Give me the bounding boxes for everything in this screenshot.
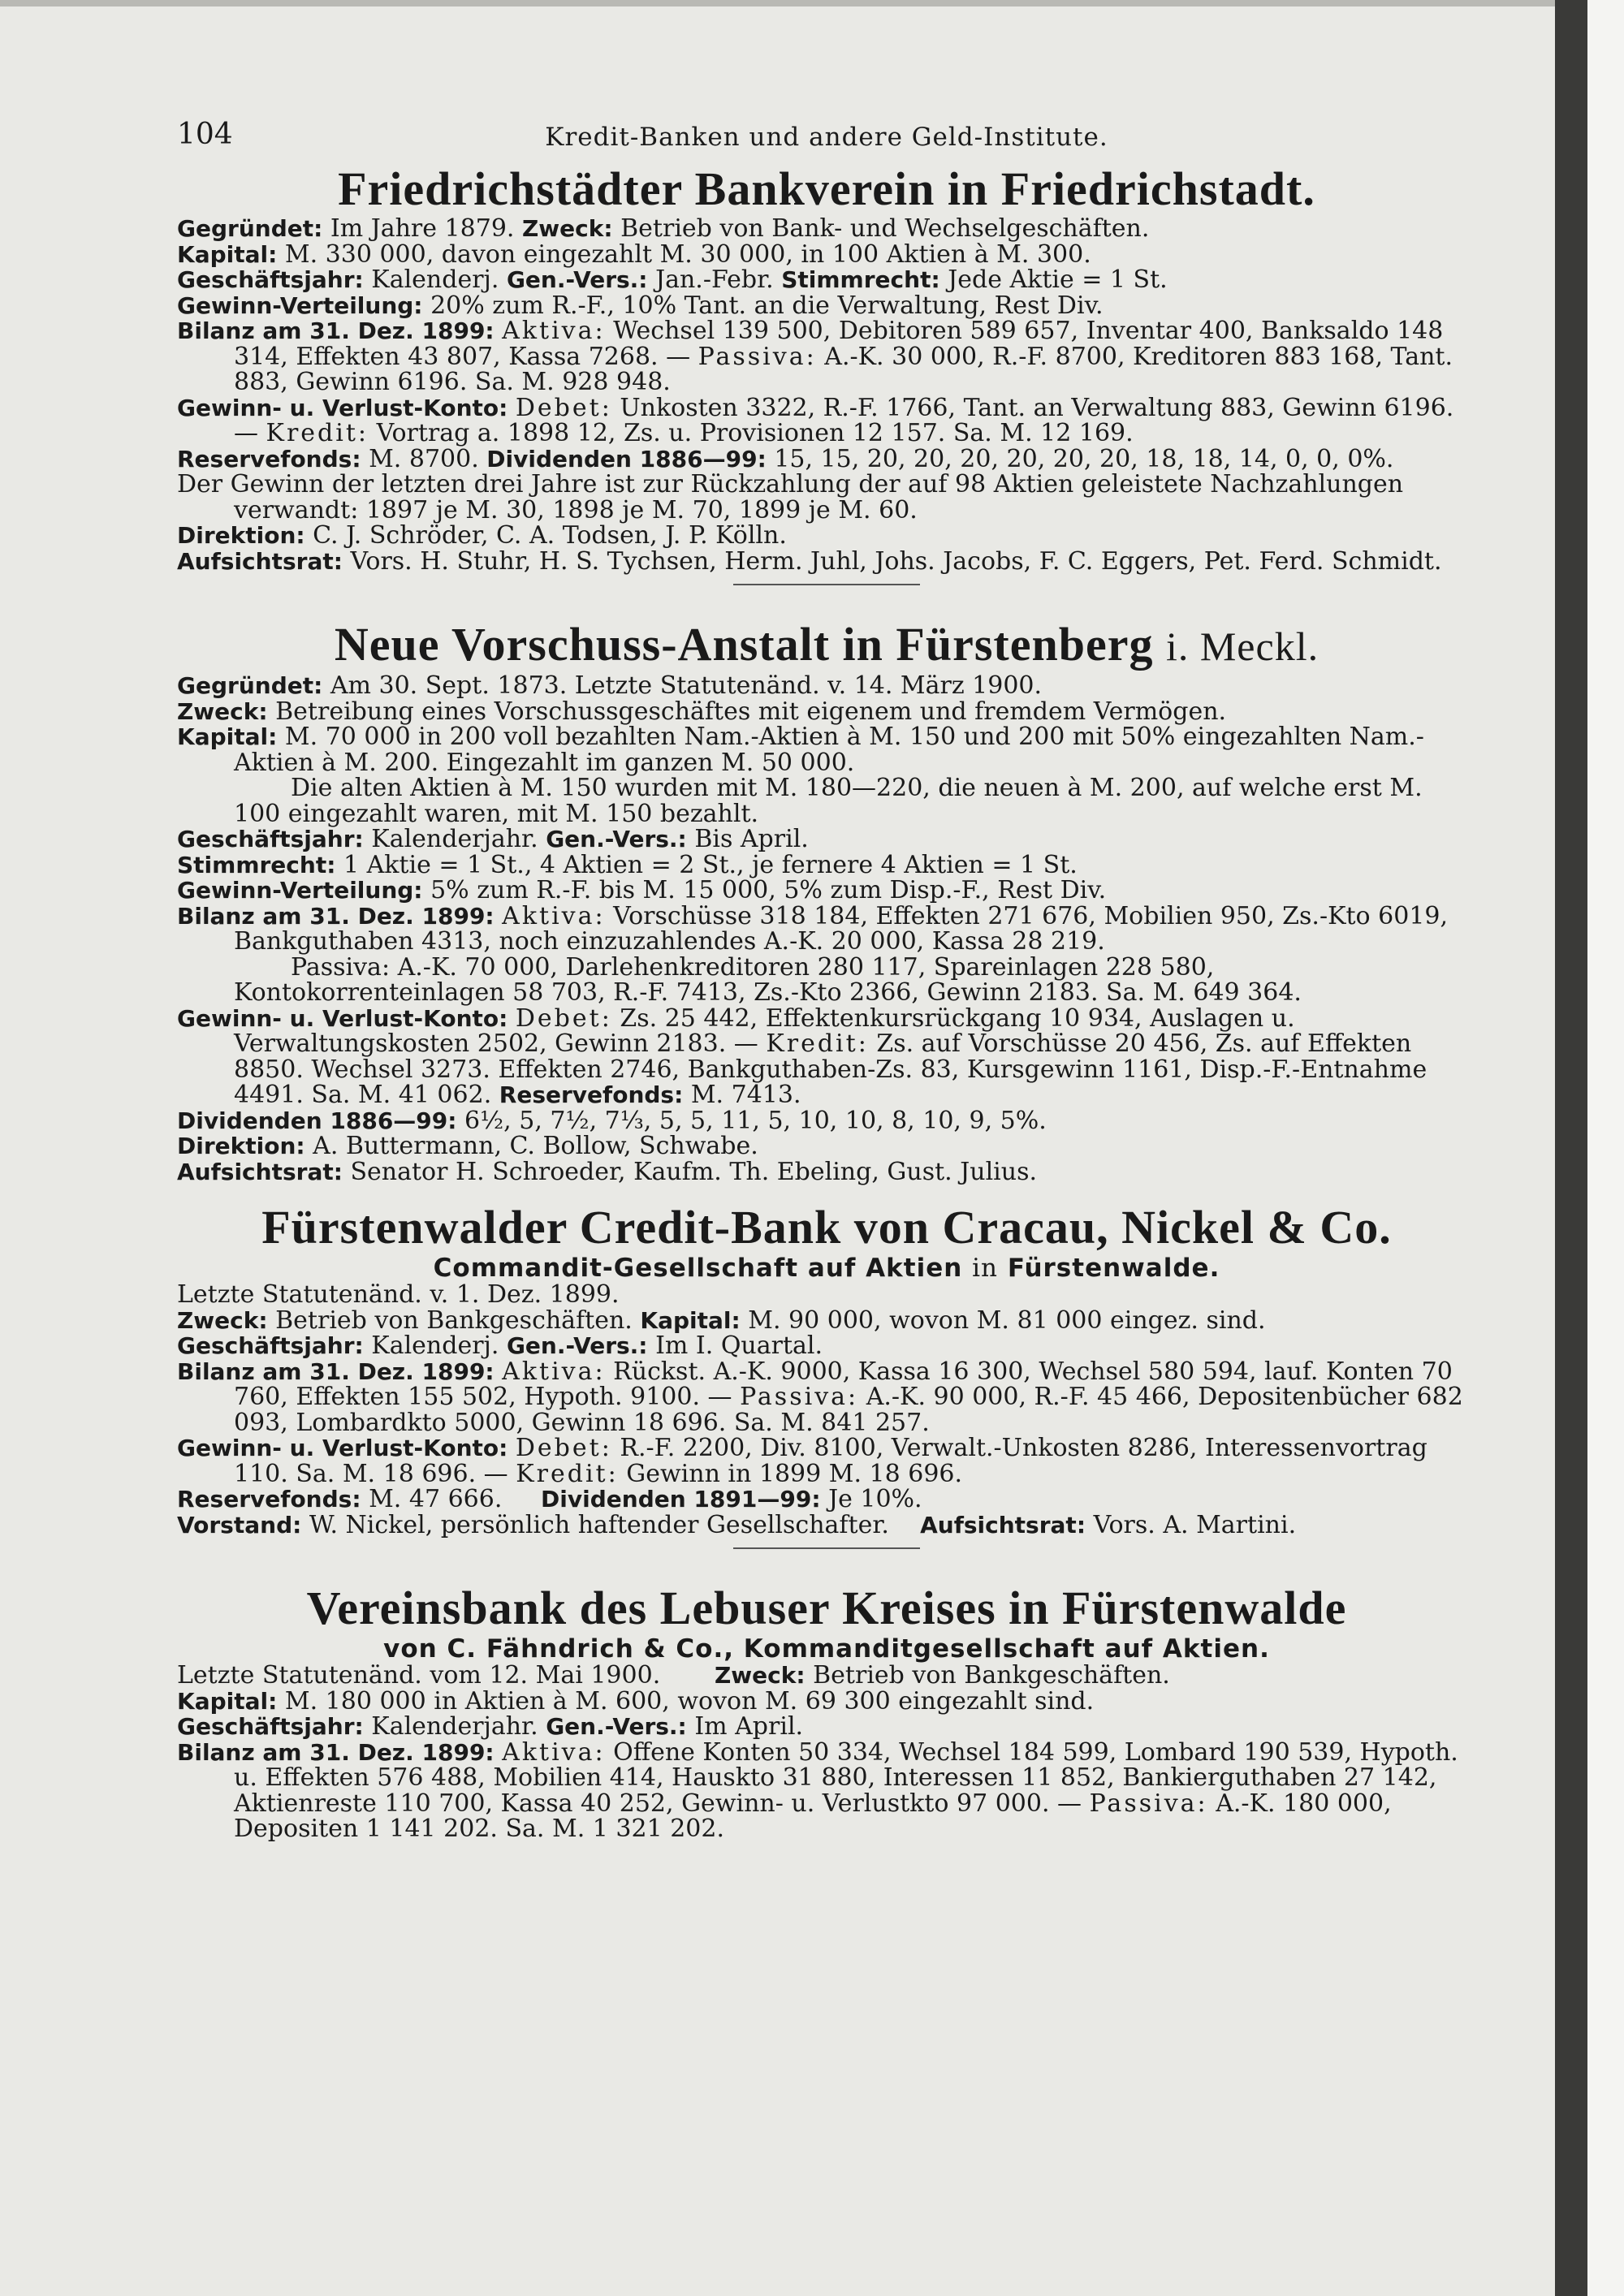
entry-kapital: Kapital: M. 70 000 in 200 voll bezahlten Nam.-Aktien à M. 150 und 200 mit 50% eingezahlten Nam.-Aktien à M. 200. Eingezahlt im ganzen M. 50 000. bbox=[177, 723, 1424, 777]
entry-reservefonds: Reservefonds: M. 8700. Dividenden 1886—99: 15, 15, 20, 20, 20, 20, 20, 20, 18, 18, 14, 0, 0, 0%. bbox=[177, 444, 1394, 473]
entry-bilanz: Bilanz am 31. Dez. 1899: Aktiva: Offene Konten 50 334, Wechsel 184 599, Lombard 190 539, Hypoth. u. Effekten 576 488, Mobilien 414, Hauskto 31 880, Interessen 11 852, Bankierguthaben 27 142, Aktienreste 110 700, Kassa 40 252, Gewinn- u. Verlustkto 97 000. — Passiva: A.-K. 180 000, Depositen 1 141 202. Sa. M. 1 321 202. bbox=[177, 1737, 1458, 1843]
entry-note: Der Gewinn der letzten drei Jahre ist zur Rückzahlung der auf 98 Aktien geleistete Nachzahlungen verwandt: 1897 je M. 30, 1898 je M. 70, 1899 je M. 60. bbox=[177, 470, 1404, 524]
entry-geschaeftsjahr: Geschäftsjahr: Kalenderj. Gen.-Vers.: Jan.-Febr. Stimmrecht: Jede Aktie = 1 St. bbox=[177, 265, 1168, 294]
entry-kapital: Kapital: M. 330 000, davon eingezahlt M. 30 000, in 100 Aktien à M. 300. bbox=[177, 240, 1091, 269]
entry-gegruendet: Gegründet: Am 30. Sept. 1873. Letzte Statutenänd. v. 14. März 1900. bbox=[177, 671, 1043, 700]
running-header bbox=[177, 118, 1476, 162]
entry-reservefonds: Reservefonds: M. 47 666. Dividenden 1891—99: Je 10%. bbox=[177, 1485, 922, 1513]
section-vereinsbank-lebuser-kreises bbox=[177, 1582, 1476, 1842]
page-number: 104 bbox=[177, 118, 233, 151]
scan-edge-top bbox=[0, 0, 1555, 6]
entry-geschaeftsjahr: Geschäftsjahr: Kalenderj. Gen.-Vers.: Im I. Quartal. bbox=[177, 1331, 823, 1360]
entry-statutenaenderung: Letzte Statutenänd. v. 1. Dez. 1899. bbox=[177, 1280, 620, 1309]
entry-passiva: Passiva: A.-K. 70 000, Darlehenkreditoren 280 117, Spareinlagen 228 580, Kontokorrenteinlagen 58 703, R.-F. 7413, Zs.-Kto 2366, Gewinn 2183. Sa. M. 649 364. bbox=[234, 952, 1302, 1007]
section-fuerstenwalder-credit-bank bbox=[177, 1201, 1476, 1549]
entry-statutenaenderung: Letzte Statutenänd. vom 12. Mai 1900. Zweck: Betrieb von Bankgeschäften. bbox=[177, 1661, 1170, 1690]
entry-direktion: Direktion: A. Buttermann, C. Bollow, Schwabe. bbox=[177, 1132, 758, 1160]
section-subtitle: von C. Fähndrich & Co., Kommanditgesellschaft auf Aktien. bbox=[383, 1634, 1270, 1664]
book-binding-edge bbox=[1555, 0, 1587, 2296]
section-title: Friedrichstädter Bankverein in Friedrichstadt. bbox=[338, 162, 1315, 215]
section-title: Vereinsbank des Lebuser Kreises in Fürstenwalde bbox=[306, 1582, 1347, 1634]
entry-zweck-kapital: Zweck: Betrieb von Bankgeschäften. Kapital: M. 90 000, wovon M. 81 000 eingez. sind. bbox=[177, 1306, 1266, 1335]
entry-geschaeftsjahr: Geschäftsjahr: Kalenderjahr. Gen.-Vers.: Im April. bbox=[177, 1712, 804, 1741]
section-subtitle: Commandit-Gesellschaft auf Aktien in Fürstenwalde. bbox=[433, 1254, 1220, 1283]
section-divider bbox=[733, 1547, 920, 1549]
entry-kapital: Kapital: M. 180 000 in Aktien à M. 600, wovon M. 69 300 eingezahlt sind. bbox=[177, 1686, 1095, 1716]
entry-zweck: Zweck: Betreibung eines Vorschussgeschäftes mit eigenem und fremdem Vermögen. bbox=[177, 697, 1227, 726]
entry-gewinn-verlust-konto: Gewinn- u. Verlust-Konto: Debet: Unkosten 3322, R.-F. 1766, Tant. an Verwaltung 883, Gewinn 6196. — Kredit: Vortrag a. 1898 12, Zs. u. Provisionen 12 157. Sa. M. 12 169. bbox=[177, 393, 1454, 447]
entry-aufsichtsrat: Aufsichtsrat: Senator H. Schroeder, Kaufm. Th. Ebeling, Gust. Julius. bbox=[177, 1157, 1038, 1186]
entry-bilanz: Bilanz am 31. Dez. 1899: Aktiva: Wechsel 139 500, Debitoren 589 657, Inventar 400, Banksaldo 148 314, Effekten 43 807, Kassa 7268. — Passiva: A.-K. 30 000, R.-F. 8700, Kreditoren 883 168, Tant. 883, Gewinn 6196. Sa. M. 928 948. bbox=[177, 317, 1453, 396]
section-divider bbox=[733, 584, 920, 585]
section-neue-vorschuss-anstalt bbox=[177, 618, 1476, 1201]
entry-gewinn-verteilung: Gewinn-Verteilung: 5% zum R.-F. bis M. 15 000, 5% zum Disp.-F., Rest Div. bbox=[177, 876, 1107, 904]
entry-stimmrecht: Stimmrecht: 1 Aktie = 1 St., 4 Aktien = 2 St., je fernere 4 Aktien = 1 St. bbox=[177, 850, 1078, 879]
entry-gewinn-verlust-konto: Gewinn- u. Verlust-Konto: Debet: R.-F. 2200, Div. 8100, Verwalt.-Unkosten 8286, Interessenvortrag 110. Sa. M. 18 696. — Kredit: Gewinn in 1899 M. 18 696. bbox=[177, 1434, 1427, 1488]
entry-note: Die alten Aktien à M. 150 wurden mit M. 180—220, die neuen à M. 200, auf welche erst M. 100 eingezahlt waren, mit M. 150 bezahlt. bbox=[234, 774, 1423, 828]
entry-bilanz: Bilanz am 31. Dez. 1899: Aktiva: Rückst. A.-K. 9000, Kassa 16 300, Wechsel 580 594, lauf. Konten 70 760, Effekten 155 502, Hypoth. 9100. — Passiva: A.-K. 90 000, R.-F. 45 466, Depositenbücher 682 093, Lombardkto 5000, Gewinn 18 696. Sa. M. 841 257. bbox=[177, 1357, 1463, 1437]
entry-gewinn-verteilung: Gewinn-Verteilung: 20% zum R.-F., 10% Tant. an die Verwaltung, Rest Div. bbox=[177, 291, 1104, 320]
section-friedrichstaedter-bankverein bbox=[177, 162, 1476, 585]
running-title: Kredit-Banken und andere Geld-Institute. bbox=[545, 123, 1108, 152]
entry-geschaeftsjahr: Geschäftsjahr: Kalenderjahr. Gen.-Vers.: Bis April. bbox=[177, 825, 809, 853]
entry-gewinn-verlust-konto: Gewinn- u. Verlust-Konto: Debet: Zs. 25 442, Effektenkursrückgang 10 934, Auslagen u. Verwaltungskosten 2502, Gewinn 2183. — Kredit: Zs. auf Vorschüsse 20 456, Zs. auf Effekten 8850. Wechsel 3273. Effekten 2746, Bankguthaben-Zs. 83, Kursgewinn 1161, Disp.-F.-Entnahme 4491. Sa. M. 41 062. Reservefonds: M. 7413. bbox=[177, 1003, 1427, 1109]
entry-bilanz: Bilanz am 31. Dez. 1899: Aktiva: Vorschüsse 318 184, Effekten 271 676, Mobilien 950, Zs.-Kto 6019, Bankguthaben 4313, noch einzuzahlendes A.-K. 20 000, Kassa 28 219. bbox=[177, 901, 1449, 956]
entry-gegruendet: Gegründet: Im Jahre 1879. Zweck: Betrieb von Bank- und Wechselgeschäften. bbox=[177, 214, 1150, 243]
section-title: Fürstenwalder Credit-Bank von Cracau, Nickel & Co. bbox=[261, 1201, 1392, 1254]
page-content bbox=[177, 118, 1476, 1843]
entry-aufsichtsrat: Aufsichtsrat: Vors. H. Stuhr, H. S. Tychsen, Herm. Juhl, Johs. Jacobs, F. C. Eggers, Pet. Ferd. Schmidt. bbox=[177, 546, 1442, 576]
entry-direktion: Direktion: C. J. Schröder, C. A. Todsen, J. P. Kölln. bbox=[177, 521, 787, 550]
entry-dividenden: Dividenden 1886—99: 6½, 5, 7½, 7⅓, 5, 5, 11, 5, 10, 10, 8, 10, 9, 5%. bbox=[177, 1106, 1047, 1135]
scan-margin-right bbox=[1587, 0, 1624, 2296]
section-title: Neue Vorschuss-Anstalt in Fürstenberg i. Meckl. bbox=[334, 618, 1320, 671]
entry-vorstand: Vorstand: W. Nickel, persönlich haftender Gesellschafter. Aufsichtsrat: Vors. A. Martini. bbox=[177, 1510, 1297, 1539]
